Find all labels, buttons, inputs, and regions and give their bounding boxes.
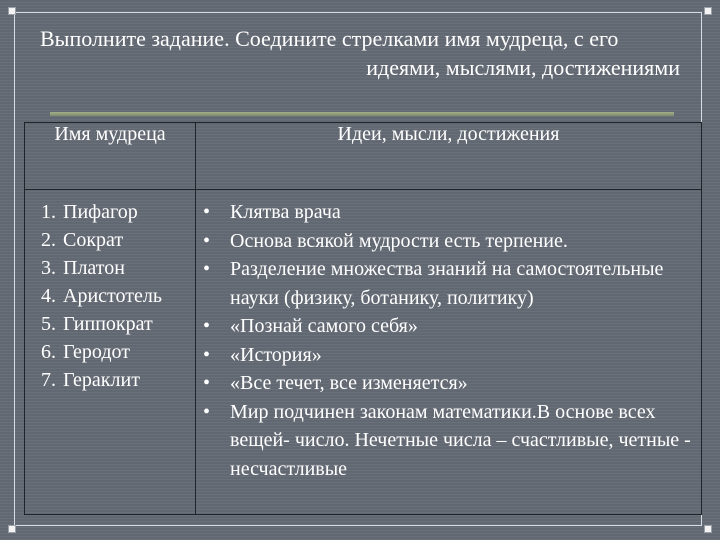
list-item-name: 1. Пифагор: [61, 198, 195, 226]
corner-handle-bottom-left: [8, 525, 16, 533]
list-item-name: 4. Аристотель: [61, 282, 195, 310]
corner-handle-top-left: [8, 7, 16, 15]
ideas-list: [196, 198, 693, 483]
list-item-name: 3. Платон: [61, 254, 195, 282]
header-sage-name: Имя мудреца: [25, 123, 196, 190]
corner-handle-top-right: [704, 7, 712, 15]
corner-handle-bottom-right: [704, 525, 712, 533]
list-item-name: 7. Гераклит: [61, 366, 195, 394]
list-item-idea: • Разделение множества знаний на самостоятельные науки (физику, ботанику, политику): [230, 255, 693, 312]
list-item-idea: • «Все течет, все изменяется»: [230, 369, 693, 398]
table-body-row: [25, 190, 702, 515]
list-item-idea: • «Познай самого себя»: [230, 312, 693, 341]
title-line-1: Выполните задание. Соедините стрелками имя мудреца, с его: [40, 26, 619, 51]
list-item-idea: • Клятва врача: [230, 198, 693, 227]
list-item-name: 6. Геродот: [61, 338, 195, 366]
list-item-name: 5. Гиппократ: [61, 310, 195, 338]
ideas-cell: [196, 190, 702, 515]
names-cell: [25, 190, 196, 515]
list-item-idea: • Мир подчинен законам математики.В основе всех вещей- число. Нечетные числа – счастливые, четные - несчастливые: [230, 398, 693, 484]
title-line-2: идеями, мыслями, достижениями: [366, 55, 680, 80]
names-list: [25, 198, 195, 394]
slide-title: [40, 24, 680, 82]
list-item-idea: • Основа всякой мудрости есть терпение.: [230, 227, 693, 256]
list-item-name: 2. Сократ: [61, 226, 195, 254]
header-ideas: Идеи, мысли, достижения: [196, 123, 702, 190]
list-item-idea: • «История»: [230, 341, 693, 370]
table-header-row: [25, 123, 702, 190]
sages-table: [24, 122, 702, 515]
title-divider: [50, 112, 674, 116]
